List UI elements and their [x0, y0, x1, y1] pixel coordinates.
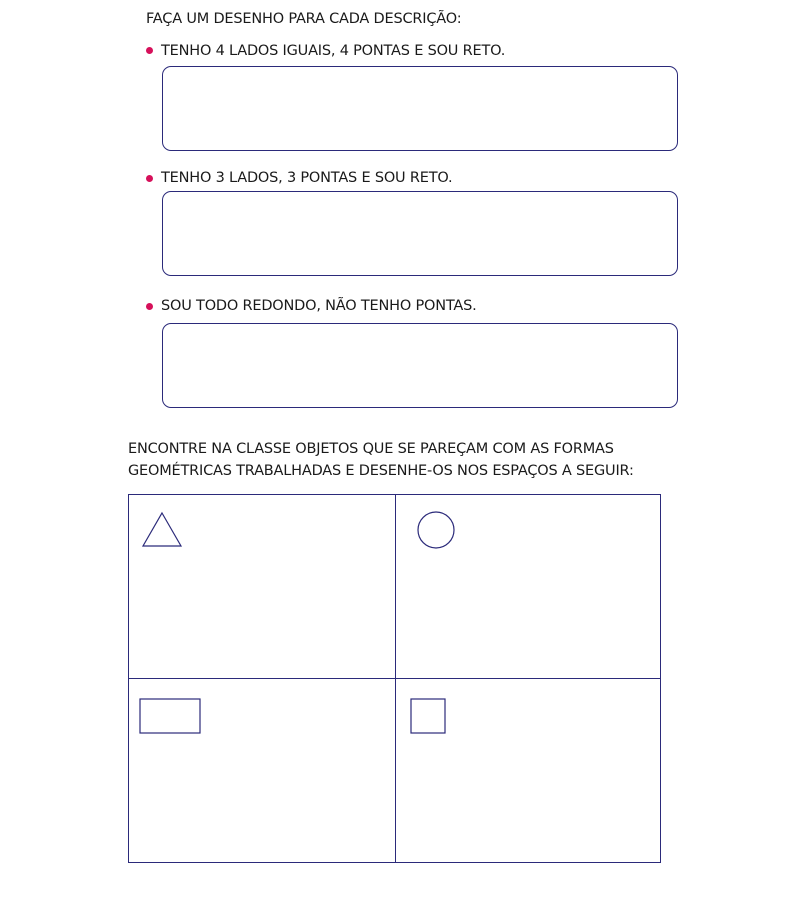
instruction-find-line2: GEOMÉTRICAS TRABALHADAS E DESENHE-OS NOS ESPAÇOS A SEGUIR:: [128, 463, 634, 479]
rectangle-icon: [139, 698, 201, 734]
grid-cell-circle[interactable]: [396, 495, 661, 678]
bullet-icon: [146, 303, 153, 310]
drawing-box-square[interactable]: [162, 66, 678, 151]
description-circle: SOU TODO REDONDO, NÃO TENHO PONTAS.: [161, 298, 477, 314]
shapes-grid: [128, 494, 661, 863]
bullet-icon: [146, 47, 153, 54]
instruction-find-line1: ENCONTRE NA CLASSE OBJETOS QUE SE PAREÇAM COM AS FORMAS: [128, 441, 614, 457]
instruction-draw: FAÇA UM DESENHO PARA CADA DESCRIÇÃO:: [146, 11, 462, 27]
grid-cell-square[interactable]: [396, 679, 661, 863]
description-square: TENHO 4 LADOS IGUAIS, 4 PONTAS E SOU RETO.: [161, 43, 506, 59]
description-triangle: TENHO 3 LADOS, 3 PONTAS E SOU RETO.: [161, 170, 453, 186]
drawing-box-circle[interactable]: [162, 323, 678, 408]
square-icon: [410, 698, 446, 734]
circle-icon: [416, 510, 456, 550]
grid-cell-rectangle[interactable]: [129, 679, 395, 863]
triangle-icon: [141, 511, 183, 549]
drawing-box-triangle[interactable]: [162, 191, 678, 276]
grid-cell-triangle[interactable]: [129, 495, 395, 678]
bullet-icon: [146, 175, 153, 182]
